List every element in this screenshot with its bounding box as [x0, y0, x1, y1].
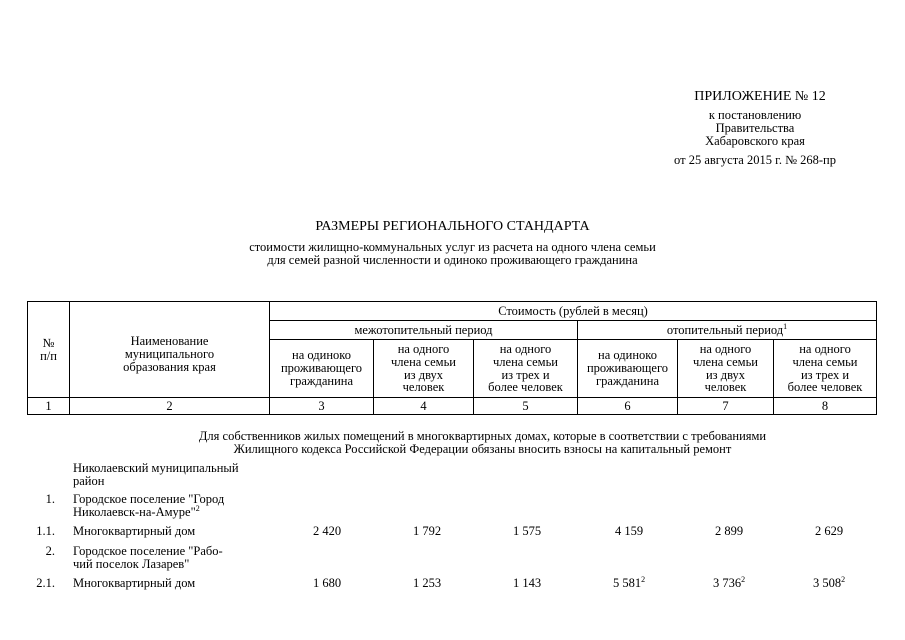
- district-heading: Николаевский муниципальный район: [73, 461, 239, 489]
- header-subcol: на одиноко проживающего гражданина: [270, 340, 374, 398]
- document-title: РАЗМЕРЫ РЕГИОНАЛЬНОГО СТАНДАРТА: [315, 219, 590, 234]
- header-subcol: на одиноко проживающего гражданина: [578, 340, 678, 398]
- header-name: Наименование муниципального образования края: [70, 302, 270, 398]
- column-index: 4: [374, 398, 474, 415]
- table-row: [0, 525, 905, 540]
- standards-table: [27, 301, 877, 415]
- row-name: Городское поселение "Город Николаевск-на-Амуре"$^2$: [73, 492, 225, 520]
- footnote-mark: 2: [641, 574, 646, 584]
- column-index: 7: [678, 398, 774, 415]
- value-cell: 4 159: [614, 524, 644, 538]
- header-heating-period: отопительный период$^1$: [578, 321, 877, 340]
- appendix-title: ПРИЛОЖЕНИЕ № 12: [694, 89, 826, 104]
- column-index: 1: [28, 398, 70, 415]
- group-heading: Для собственников жилых помещений в многоквартирных домах, которые в соответствии с требованиями Жилищного кодекса Российской Федерации обязаны вносить взносы на капитальный ремонт: [198, 429, 767, 457]
- header-nonheating-period: межотопительный период: [270, 321, 578, 340]
- appendix-date: от 25 августа 2015 г. № 268-пр: [674, 153, 836, 168]
- table-row: [0, 493, 905, 521]
- value-cell: 3 $508^2$: [812, 574, 846, 590]
- column-index: 2: [70, 398, 270, 415]
- appendix-block: [600, 90, 905, 167]
- header-subcol: на одного члена семьи из двух человек: [678, 340, 774, 398]
- row-number: 2.: [45, 544, 55, 558]
- header-subcol: на одного члена семьи из трех и более человек: [774, 340, 877, 398]
- row-name: Многоквартирный дом: [73, 524, 196, 538]
- column-index: 5: [474, 398, 578, 415]
- document-subtitle: [0, 241, 905, 267]
- value-cell: 1 143: [512, 576, 542, 590]
- header-subcol: на одного члена семьи из трех и более человек: [474, 340, 578, 398]
- column-index: 6: [578, 398, 678, 415]
- value-cell: 1 680: [312, 576, 342, 590]
- row-number: 1.1.: [36, 524, 55, 538]
- subtitle-line: стоимости жилищно-коммунальных услуг из расчета на одного члена семьи: [249, 240, 656, 254]
- table-row: [0, 574, 905, 592]
- value-cell: 1 575: [512, 524, 542, 538]
- value-cell: 2 420: [312, 524, 342, 538]
- value-cell: 5 $581^2$: [612, 574, 646, 590]
- column-index: 8: [774, 398, 877, 415]
- subtitle-line: для семей разной численности и одиноко проживающего гражданина: [267, 253, 638, 268]
- appendix-line: Правительства: [715, 120, 795, 135]
- row-number: 1.: [45, 492, 55, 506]
- column-index: 3: [270, 398, 374, 415]
- header-cost: Стоимость (рублей в месяц): [270, 302, 877, 321]
- footnote-mark: 2: [841, 574, 846, 584]
- value-cell: 2 899: [714, 524, 744, 538]
- table-row: [0, 545, 905, 573]
- header-subcol: на одного члена семьи из двух человек: [374, 340, 474, 398]
- header-num: № п/п: [28, 302, 70, 398]
- value-cell: 3 $736^2$: [712, 574, 746, 590]
- row-number: 2.1.: [36, 576, 55, 590]
- row-name: Многоквартирный дом: [73, 576, 196, 590]
- appendix-line: к постановлению: [708, 107, 802, 122]
- footnote-mark: 1: [783, 321, 788, 331]
- value-cell: 1 792: [412, 524, 442, 538]
- value-cell: 2 629: [814, 524, 844, 538]
- footnote-mark: 2: [741, 574, 746, 584]
- value-cell: 1 253: [412, 576, 442, 590]
- row-name: Городское поселение "Рабо- чий поселок Лазарев": [73, 544, 223, 572]
- footnote-mark: 2: [195, 503, 200, 513]
- appendix-line: Хабаровского края: [705, 133, 805, 148]
